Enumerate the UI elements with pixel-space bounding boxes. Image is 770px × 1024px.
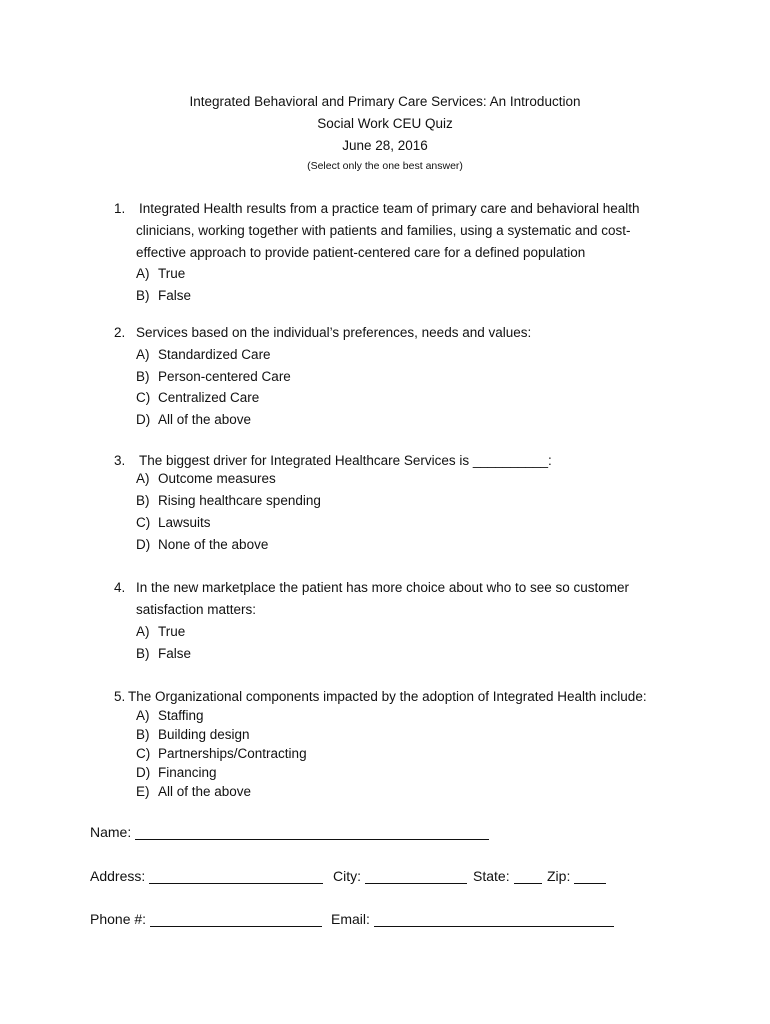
answer-option <box>136 727 250 742</box>
answer-option <box>136 624 185 639</box>
option-letter: A) <box>136 266 150 281</box>
zip-field[interactable] <box>547 868 606 884</box>
email-blank[interactable] <box>374 912 614 927</box>
question-text-line: Services based on the individual’s preferences, needs and values: <box>136 325 532 340</box>
answer-option <box>136 493 321 508</box>
question-text-line: The Organizational components impacted by the adoption of Integrated Health include: <box>128 689 647 704</box>
city-label: City: <box>333 868 361 884</box>
answer-option <box>136 784 251 799</box>
option-text: All of the above <box>158 412 252 427</box>
question-number: 5. <box>114 689 126 704</box>
question-number: 1. <box>114 201 126 216</box>
answer-option <box>136 412 251 427</box>
option-text: Building design <box>158 727 250 742</box>
option-letter: D) <box>136 412 151 427</box>
answer-option <box>136 746 307 761</box>
answer-option <box>136 369 291 384</box>
question-number: 3. <box>114 453 126 468</box>
question-text-line: Integrated Health results from a practice team of primary care and behavioral health <box>139 201 640 216</box>
city-field[interactable] <box>333 868 467 884</box>
option-text: True <box>158 624 186 639</box>
answer-option <box>136 390 259 405</box>
answer-option <box>136 471 276 486</box>
option-text: True <box>158 266 186 281</box>
address-blank[interactable] <box>149 869 323 884</box>
option-text: False <box>158 288 192 303</box>
state-blank[interactable] <box>514 869 542 884</box>
option-letter: A) <box>136 347 150 362</box>
option-letter: A) <box>136 624 150 639</box>
option-letter: B) <box>136 646 150 661</box>
option-letter: D) <box>136 765 151 780</box>
option-letter: B) <box>136 288 150 303</box>
phone-blank[interactable] <box>150 912 322 927</box>
option-text: Standardized Care <box>158 347 271 362</box>
name-label: Name: <box>90 824 132 840</box>
answer-option <box>136 347 271 362</box>
quiz-date: June 28, 2016 <box>342 138 428 153</box>
option-letter: C) <box>136 515 151 530</box>
option-text: False <box>158 646 192 661</box>
question-text-line: In the new marketplace the patient has more choice about who to see so customer <box>136 580 630 595</box>
answer-option <box>136 266 185 281</box>
answer-option <box>136 646 191 661</box>
phone-field[interactable] <box>90 911 322 927</box>
option-letter: C) <box>136 746 151 761</box>
option-text: Financing <box>158 765 217 780</box>
option-letter: B) <box>136 727 150 742</box>
option-text: Person-centered Care <box>158 369 291 384</box>
name-blank[interactable] <box>135 825 489 840</box>
name-field[interactable] <box>90 824 489 840</box>
quiz-instruction: (Select only the one best answer) <box>307 160 463 172</box>
question-text-line: satisfaction matters: <box>136 602 257 617</box>
answer-option <box>136 708 204 723</box>
quiz-title: Integrated Behavioral and Primary Care Services: An Introduction <box>189 94 581 109</box>
option-letter: A) <box>136 471 150 486</box>
option-text: Lawsuits <box>158 515 211 530</box>
option-letter: A) <box>136 708 150 723</box>
state-field[interactable] <box>473 868 542 884</box>
option-letter: B) <box>136 369 150 384</box>
option-text: None of the above <box>158 537 269 552</box>
option-text: Staffing <box>158 708 204 723</box>
address-label: Address: <box>90 868 146 884</box>
option-text: Outcome measures <box>158 471 276 486</box>
quiz-subtitle: Social Work CEU Quiz <box>317 116 453 131</box>
email-label: Email: <box>331 911 370 927</box>
answer-option <box>136 537 268 552</box>
zip-blank[interactable] <box>574 869 606 884</box>
city-blank[interactable] <box>365 869 467 884</box>
question-text-line: clinicians, working together with patients and families, using a systematic and cost- <box>136 223 631 238</box>
option-letter: D) <box>136 537 151 552</box>
question-text-line: The biggest driver for Integrated Healthcare Services is __________: <box>139 453 552 468</box>
option-text: Centralized Care <box>158 390 260 405</box>
question-number: 4. <box>114 580 126 595</box>
answer-option <box>136 515 211 530</box>
email-field[interactable] <box>331 911 614 927</box>
answer-option <box>136 288 191 303</box>
option-text: Partnerships/Contracting <box>158 746 307 761</box>
answer-option <box>136 765 217 780</box>
option-letter: C) <box>136 390 151 405</box>
state-label: State: <box>473 868 510 884</box>
option-letter: E) <box>136 784 150 799</box>
address-field[interactable] <box>90 868 323 884</box>
zip-label: Zip: <box>547 868 571 884</box>
phone-label: Phone #: <box>90 911 147 927</box>
question-text-line: effective approach to provide patient-centered care for a defined population <box>136 245 586 260</box>
option-text: Rising healthcare spending <box>158 493 321 508</box>
option-text: All of the above <box>158 784 252 799</box>
question-number: 2. <box>114 325 126 340</box>
option-letter: B) <box>136 493 150 508</box>
